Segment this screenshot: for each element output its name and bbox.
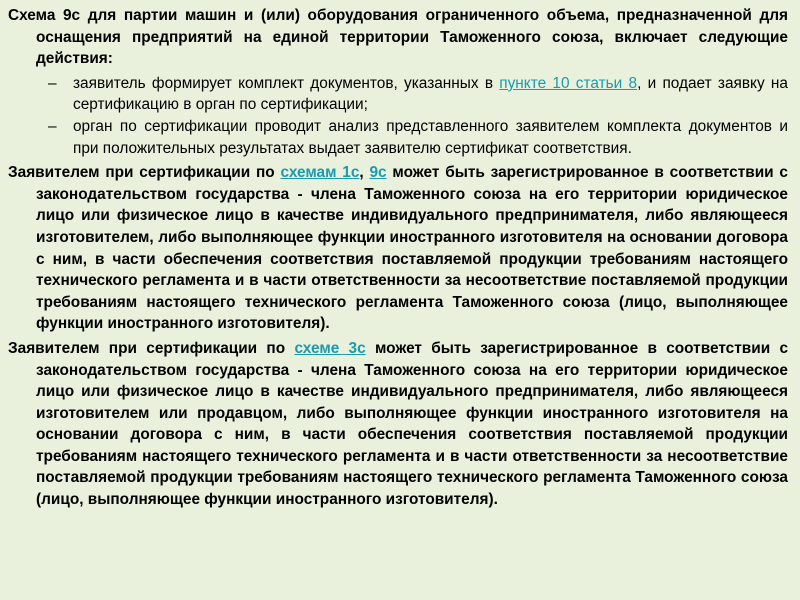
action-text: , и подает заявку на сертификацию в орган по сертификации; — [73, 74, 788, 114]
paragraph-text: Заявителем при сертификации по — [8, 339, 295, 357]
separator: , — [359, 164, 370, 182]
paragraph-text: Заявителем при сертификации по — [8, 164, 281, 182]
dash-marker: – — [48, 74, 57, 92]
scheme-9c-heading: Схема 9с для партии машин и (или) оборудования ограниченного объема, предназначенной для оснащения предприятий на единой территории Таможенного союза, включает следующие действия: — [8, 7, 788, 68]
action-list-item — [8, 116, 788, 159]
applicant-scheme-3c-paragraph — [8, 338, 788, 511]
paragraph-text: может быть зарегистрированное в соответствии с законодательством государства - члена Таможенного союза на его территории юридическое лицо или физическое лицо в качестве индивидуального предпринимателя, либо являющееся изготовителем, либо выполняющее функции иностранного изготовителя на основании договора с ним, в части обеспечения соответствия поставляемой продукции требованиям настоящего технического регламента и в части ответственности за несоответствие поставляемой продукции требованиям настоящего технического регламента Таможенного союза (лицо, выполняющее функции иностранного изготовителя). — [36, 164, 788, 333]
link-scheme-3c[interactable]: схеме 3с — [294, 339, 366, 357]
dash-marker: – — [48, 117, 57, 135]
applicant-schemes-1c-9c-paragraph — [8, 162, 788, 335]
action-text: заявитель формирует комплект документов, указанных в — [73, 74, 500, 92]
scheme-9c-action-list — [8, 73, 788, 159]
action-text: орган по сертификации проводит анализ представленного заявителем комплекта документов и при положительных результатах выдает заявителю сертификат соответствия. — [73, 117, 788, 157]
link-scheme-9c[interactable]: 9с — [369, 164, 387, 182]
paragraph-text: может быть зарегистрированное в соответствии с законодательством государства - члена Таможенного союза на его территории юридическое лицо или физическое лицо в качестве индивидуального предпринимателя, либо являющееся изготовителем или продавцом, либо выполняющее функции иностранного изготовителя на основании договора с ним, в части обеспечения соответствия поставляемой продукции требованиям настоящего технического регламента и в части ответственности за несоответствие поставляемой продукции требованиям настоящего технического регламента Таможенного союза (лицо, выполняющее функции иностранного изготовителя). — [36, 339, 788, 509]
action-list-item — [8, 73, 788, 116]
link-article-8-point-10[interactable]: пункте 10 статьи 8 — [499, 74, 638, 92]
link-scheme-1c[interactable]: схемам 1с — [280, 164, 360, 182]
